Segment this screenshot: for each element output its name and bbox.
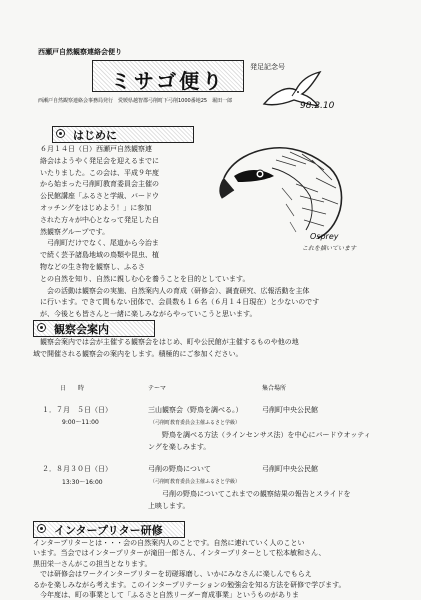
event-organizer: （弓削町教育委員会主催ふるさと学級） (150, 420, 241, 426)
column-header-date: 日 時 (60, 385, 85, 392)
newsletter-title-box (92, 60, 244, 92)
interpreter-heading: インタープリター研修 (54, 524, 163, 537)
text-line: います。当会ではインタープリターが滝田一郎さん、インタープリターとして松本敏和さん、 (33, 549, 326, 558)
guide-heading-box (33, 320, 155, 337)
column-header-theme: テーマ (148, 385, 167, 392)
text-line: 会の活動は観察会の実施、自然案内人の育成（研修会）、調査研究、広報活動を主体 (47, 286, 310, 295)
org-name: 西瀬戸自然観察連絡会便り (38, 48, 122, 56)
text-line: 絡会はようやく発足会を迎えるまでに (40, 156, 159, 165)
sketch-caption-note: これを描いています (302, 245, 357, 252)
text-line: 黒田栄一さんがこの担当となります。 (33, 559, 152, 568)
text-line: いたりました。この会は、平成９年度 (40, 168, 159, 177)
event-place: 弓削町中央公民館 (262, 465, 318, 473)
text-line: 物などの生き物を観察し、ふるさ (40, 262, 145, 271)
text-line: に行います。できて間もない団体で、会員数も１６名（６月１４日現在）と少ないのです (40, 298, 320, 307)
event-organizer: （弓削町教育委員会主催ふるさと学級） (150, 479, 241, 485)
event-place: 弓削町中央公民館 (262, 406, 318, 414)
text-line: オッチングをはじめよう！」に参加 (40, 203, 152, 212)
osprey-sketch-image (212, 138, 370, 242)
text-line: から始まった弓削町教育委員会主催の (40, 180, 159, 189)
event-time: 13:30～16:00 (62, 479, 103, 486)
event-description-cont: ングを楽しみます。 (148, 443, 211, 451)
guide-heading: 観察会案内 (54, 323, 109, 336)
text-line: インタープリターとは・・・会の自然案内人のことです。自然に連れていく人のことい (33, 539, 305, 547)
date-note: 98.2.10 (300, 101, 335, 111)
event-time: 9:00～11:00 (62, 419, 99, 426)
newsletter-title: ミサゴ便り (110, 69, 226, 93)
text-line: 然観察グループです。 (40, 227, 110, 236)
text-line: ６月１４日（日）西瀬戸自然観察連 (40, 145, 152, 153)
event-date: １．７月 ５日（日） (42, 406, 112, 414)
event-date: ２．８月３０日（日） (42, 465, 112, 473)
text-line: 公民館講座「ふるさと学級、バードウ (40, 192, 159, 201)
text-line: との自然を知り、自然に親しむ心を養うことを目的としています。 (40, 274, 250, 283)
text-line: された方々が中心となって発足した自 (40, 215, 159, 224)
target-icon (56, 129, 65, 138)
text-line: では研修会はワークインタープリターを切磋琢磨し、いかにみなさんに楽しんでもらえ (40, 570, 312, 579)
guide-body (33, 337, 299, 361)
event-description-cont: 上映します。 (148, 502, 190, 510)
text-line: 域で開催される観察会の案内をします。積極的にご参加ください。 (33, 349, 243, 358)
text-line: が、今後とも皆さんと一緒に楽しみながらやっていこうと思います。 (40, 310, 257, 319)
text-line: 観察会案内では会が主催する観察会をはじめ、町や公民館が主催するものや他の地 (40, 338, 299, 346)
event-theme: 弓削の野鳥について (148, 465, 211, 473)
event-description: 野鳥を調べる方法（ラインセンサス法）を中心にバードウオッティ (162, 431, 371, 439)
text-line: るかを楽しみながら考えます。このインタープリテーションの勉強会を知る方法を研修で学びます。 (33, 580, 346, 589)
sketch-caption: Osprey (310, 232, 339, 241)
column-header-place: 集合場所 (262, 385, 287, 392)
interpreter-heading-box (33, 521, 185, 538)
interpreter-body (33, 538, 346, 600)
intro-heading: はじめに (73, 129, 117, 142)
event-description: 弓削の野鳥についてこれまでの観察結果の報告とスライドを (162, 490, 351, 498)
text-line: 弓削町だけでなく、尾道から今治ま (47, 239, 159, 248)
edition-label: 発足記念号 (250, 63, 285, 71)
target-icon (37, 323, 46, 332)
target-icon (37, 524, 46, 533)
publisher-line: 西瀬戸自然観察連絡会事務局発行 愛媛県越智郡弓削町下弓削1000番地25 堀田一郎 (38, 98, 233, 104)
event-theme: 三山観察会（野鳥を調べる。） (148, 406, 243, 414)
text-line: で続く芸予諸島地域の鳥類や昆虫、植 (40, 251, 159, 260)
intro-heading-box (52, 126, 194, 143)
text-line: 今年度は、町の事業として「ふるさと自然リーダー育成事業」というものがありま (40, 591, 299, 600)
